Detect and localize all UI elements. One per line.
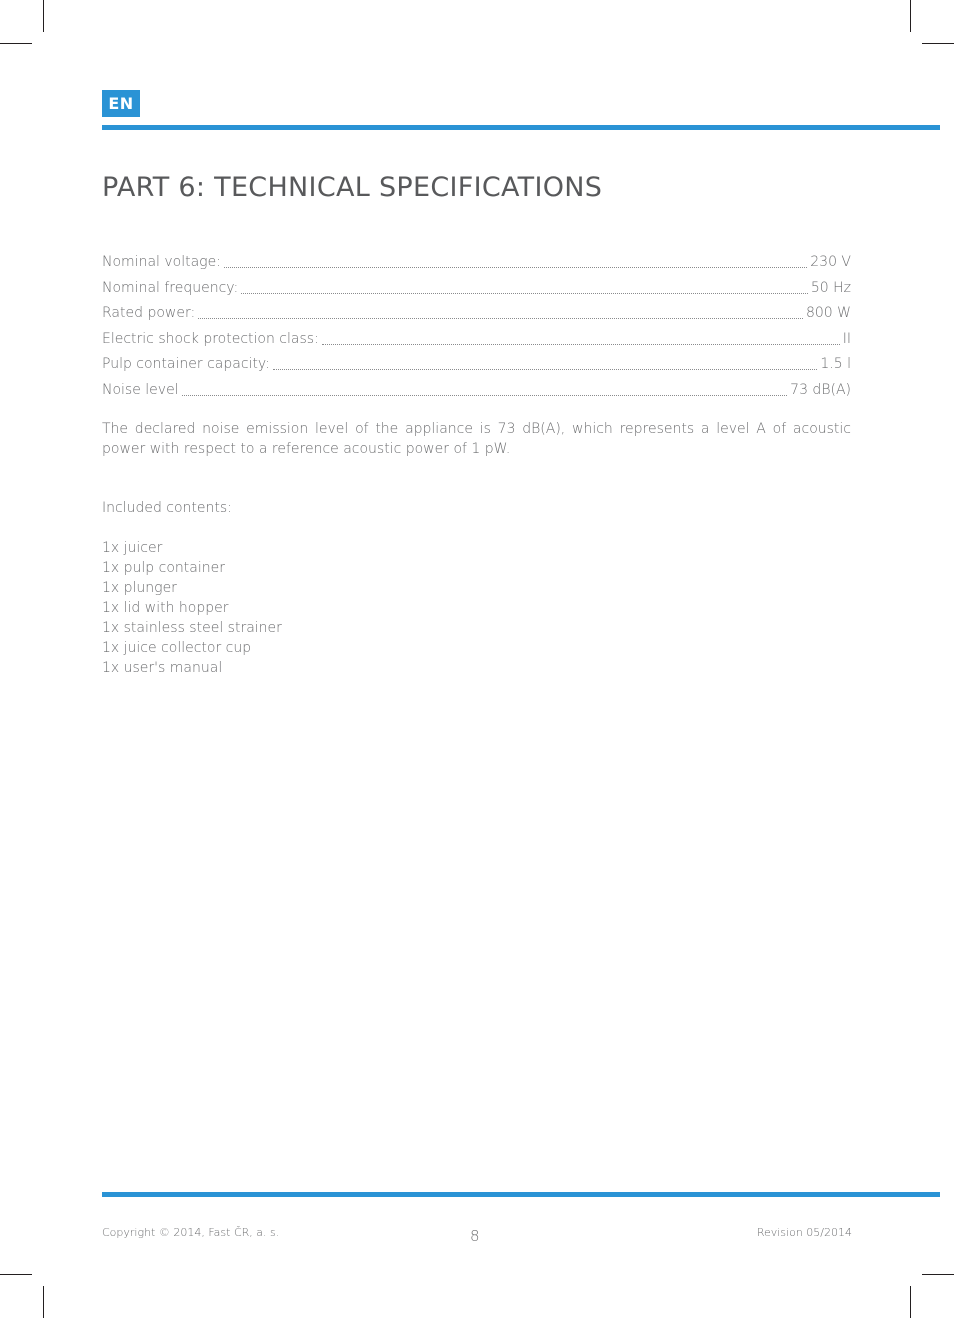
crop-mark	[0, 1274, 32, 1275]
language-badge: EN	[102, 90, 140, 117]
list-item: 1x pulp container	[102, 560, 225, 576]
revision: Revision 05/2014	[756, 1226, 852, 1239]
crop-mark	[43, 1286, 44, 1318]
spec-row	[102, 378, 851, 404]
spec-label: Rated power:	[102, 305, 196, 321]
spec-row	[102, 327, 851, 353]
crop-mark	[922, 43, 954, 44]
crop-mark	[910, 0, 911, 32]
list-item: 1x lid with hopper	[102, 600, 229, 616]
crop-mark	[43, 0, 44, 32]
crop-mark	[922, 1274, 954, 1275]
spec-label: Pulp container capacity:	[102, 356, 270, 372]
page-number: 8	[470, 1227, 480, 1245]
crop-mark	[910, 1286, 911, 1318]
spec-row	[102, 276, 851, 302]
list-item: 1x stainless steel strainer	[102, 620, 282, 636]
copyright: Copyright © 2014, Fast ČR, a. s.	[102, 1226, 280, 1239]
leader-dots	[198, 301, 803, 319]
spec-label: Noise level	[102, 381, 179, 398]
crop-mark	[0, 43, 32, 44]
spec-list	[102, 250, 851, 403]
spec-row	[102, 352, 851, 378]
spec-value: 800 W	[805, 305, 851, 321]
contents-title: Included contents:	[102, 500, 232, 516]
contents-list	[102, 538, 282, 678]
leader-dots	[182, 378, 788, 396]
footer-rule	[102, 1192, 940, 1197]
noise-note: The declared noise emission level of the appliance is 73 dB(A), which represents a level A of acoustic power with respect to a reference acoustic power of 1 pW.	[102, 421, 851, 457]
spec-value: II	[842, 330, 851, 347]
spec-label: Electric shock protection class:	[102, 330, 319, 347]
spec-value: 50 Hz	[810, 279, 851, 296]
leader-dots	[273, 352, 818, 370]
spec-value: 73 dB(A)	[790, 381, 851, 398]
list-item: 1x juice collector cup	[102, 640, 252, 656]
spec-value: 230 V	[810, 254, 851, 270]
leader-dots	[224, 250, 807, 268]
spec-label: Nominal voltage:	[102, 254, 221, 270]
list-item: 1x plunger	[102, 580, 177, 596]
spec-row	[102, 250, 851, 276]
page-title: PART 6: TECHNICAL SPECIFICATIONS	[102, 172, 603, 203]
spec-value: 1.5 l	[820, 356, 851, 372]
spec-label: Nominal frequency:	[102, 279, 239, 296]
list-item: 1x user's manual	[102, 660, 223, 676]
spec-row	[102, 301, 851, 327]
list-item: 1x juicer	[102, 540, 163, 556]
leader-dots	[241, 276, 808, 294]
leader-dots	[322, 327, 840, 345]
header-rule	[102, 125, 940, 130]
